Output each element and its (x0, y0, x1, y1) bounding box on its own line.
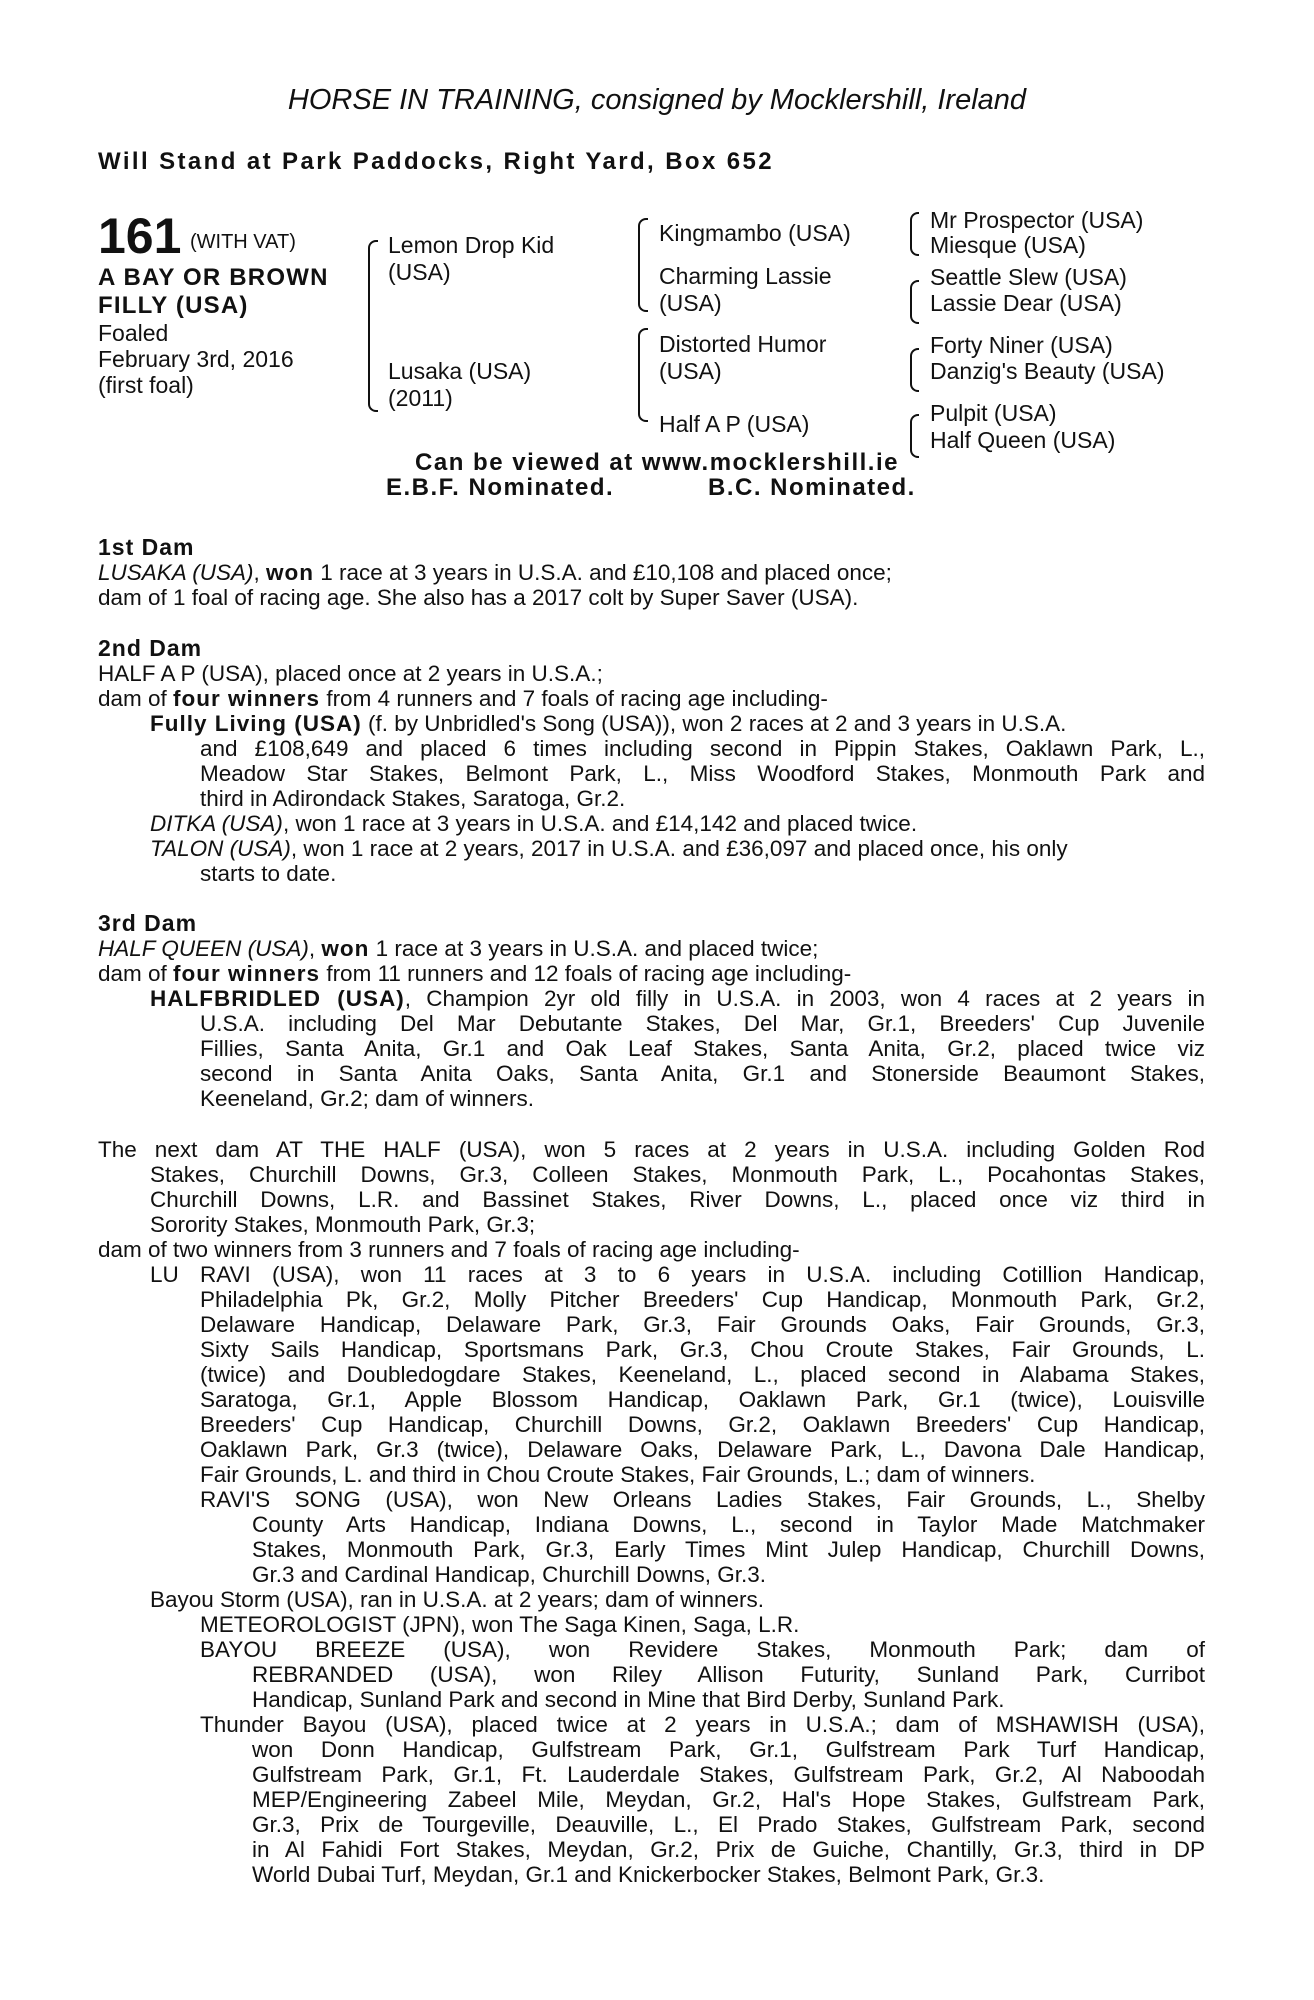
lot-number: 161 (98, 208, 182, 264)
first-dam-name: LUSAKA (USA) (98, 560, 254, 585)
ggsire-3: Forty Niner (USA) (930, 332, 1113, 358)
third-dam-text: 1 race at 3 years in U.S.A. and placed twice; (369, 936, 819, 961)
sire-name: Lemon Drop Kid (388, 232, 555, 258)
second-dam-line2 (98, 686, 828, 712)
halfbridled-line4: second in Santa Anita Oaks, Santa Anita, Gr.1 and Stonerside Beaumont Stakes, (200, 1061, 1205, 1086)
next-dam-line: County Arts Handicap, Indiana Downs, L., second in Taylor Made Matchmaker (252, 1512, 1205, 1537)
ggdam-2: Lassie Dear (USA) (930, 290, 1122, 316)
third-dam-tail: from 11 runners and 12 foals of racing age including- (320, 961, 852, 986)
second-dam-heading: 2nd Dam (98, 635, 203, 661)
grandsire-2-origin: (USA) (659, 358, 722, 384)
first-dam-heading: 1st Dam (98, 534, 195, 560)
fully-living-line1 (150, 711, 1066, 737)
next-dam-line: won Donn Handicap, Gulfstream Park, Gr.1, Gulfstream Park Turf Handicap, (252, 1737, 1205, 1762)
lot-title-line1: A BAY OR BROWN (98, 264, 329, 291)
ggdam-4: Half Queen (USA) (930, 427, 1116, 453)
winners-count: four winners (173, 961, 321, 986)
second-dam-line1: HALF A P (USA), placed once at 2 years in U.S.A.; (98, 661, 603, 686)
first-dam-text: 1 race at 3 years in U.S.A. and £10,108 and placed once; (313, 560, 892, 585)
horse-record: , Champion 2yr old filly in U.S.A. in 2003, won 4 races at 2 years in (404, 986, 1205, 1011)
horse-name: HALFBRIDLED (USA) (150, 986, 405, 1011)
next-dam-line: Bayou Storm (USA), ran in U.S.A. at 2 years; dam of winners. (150, 1587, 764, 1612)
next-dam-line: (twice) and Doubledogdare Stakes, Keeneland, L., placed second in Alabama Stakes, (200, 1362, 1205, 1387)
next-dam-line: The next dam AT THE HALF (USA), won 5 races at 2 years in U.S.A. including Golden Rod (98, 1137, 1205, 1162)
grandsire-1: Kingmambo (USA) (659, 220, 851, 246)
foaled-date: February 3rd, 2016 (98, 346, 294, 372)
first-dam-line2: dam of 1 foal of racing age. She also has a 2017 colt by Super Saver (USA). (98, 585, 859, 610)
next-dam-line: Gr.3, Prix de Tourgeville, Deauville, L., El Prado Stakes, Gulfstream Park, second (252, 1812, 1205, 1837)
foal-note: (first foal) (98, 372, 194, 398)
sire-origin: (USA) (388, 259, 451, 285)
next-dam-line: MEP/Engineering Zabeel Mile, Meydan, Gr.2, Hal's Hope Stakes, Gulfstream Park, (252, 1787, 1205, 1812)
halfbridled-line5: Keeneland, Gr.2; dam of winners. (200, 1086, 534, 1111)
third-dam-name: HALF QUEEN (USA) (98, 936, 309, 961)
next-dam-line: RAVI'S SONG (USA), won New Orleans Ladies Stakes, Fair Grounds, L., Shelby (200, 1487, 1205, 1512)
pedigree-brace (910, 212, 919, 256)
granddam-2: Half A P (USA) (659, 411, 810, 437)
halfbridled-line1 (150, 986, 1205, 1012)
stand-location: Will Stand at Park Paddocks, Right Yard, Box 652 (98, 148, 775, 175)
pedigree-brace (910, 348, 919, 392)
granddam-1-origin: (USA) (659, 290, 722, 316)
foaled-label: Foaled (98, 320, 169, 346)
ggdam-3: Danzig's Beauty (USA) (930, 358, 1165, 384)
next-dam-line: dam of two winners from 3 runners and 7 foals of racing age including- (98, 1237, 800, 1262)
dam-name: Lusaka (USA) (388, 358, 532, 384)
next-dam-line: Saratoga, Gr.1, Apple Blossom Handicap, Oaklawn Park, Gr.1 (twice), Louisville (200, 1387, 1205, 1412)
halfbridled-line3: Fillies, Santa Anita, Gr.1 and Oak Leaf Stakes, Santa Anita, Gr.2, placed twice viz (200, 1036, 1205, 1061)
next-dam-line: Stakes, Churchill Downs, Gr.3, Colleen Stakes, Monmouth Park, L., Pocahontas Stakes, (150, 1162, 1205, 1187)
won-label: won (321, 936, 370, 961)
horse-record: , won 1 race at 3 years in U.S.A. and £14,142 and placed twice. (282, 811, 918, 836)
ggsire-4: Pulpit (USA) (930, 400, 1057, 426)
horse-name: TALON (USA) (150, 836, 291, 861)
horse-record: (f. by Unbridled's Song (USA)), won 2 races at 2 and 3 years in U.S.A. (361, 711, 1067, 736)
next-dam-line: Philadelphia Pk, Gr.2, Molly Pitcher Breeders' Cup Handicap, Monmouth Park, Gr.2, (200, 1287, 1205, 1312)
next-dam-line: Sixty Sails Handicap, Sportsmans Park, Gr.3, Chou Croute Stakes, Fair Grounds, L. (200, 1337, 1205, 1362)
next-dam-line: REBRANDED (USA), won Riley Allison Futurity, Sunland Park, Curribot (252, 1662, 1205, 1687)
pedigree-brace (638, 328, 648, 422)
next-dam-line: Fair Grounds, L. and third in Chou Croute Stakes, Fair Grounds, L.; dam of winners. (200, 1462, 1036, 1487)
next-dam-line: Stakes, Monmouth Park, Gr.3, Early Times Mint Julep Handicap, Churchill Downs, (252, 1537, 1205, 1562)
horse-name: Fully Living (USA) (150, 711, 362, 736)
winners-count: four winners (173, 686, 321, 711)
bc-nomination: B.C. Nominated. (708, 474, 916, 501)
ggsire-2: Seattle Slew (USA) (930, 264, 1127, 290)
next-dam-line: Thunder Bayou (USA), placed twice at 2 years in U.S.A.; dam of MSHAWISH (USA), (200, 1712, 1205, 1737)
pedigree-brace (910, 280, 919, 324)
next-dam-line: Gulfstream Park, Gr.1, Ft. Lauderdale Stakes, Gulfstream Park, Gr.2, Al Naboodah (252, 1762, 1205, 1787)
next-dam-line: LU RAVI (USA), won 11 races at 3 to 6 years in U.S.A. including Cotillion Handicap, (150, 1262, 1205, 1287)
talon-line2: starts to date. (200, 861, 337, 886)
viewing-link: Can be viewed at www.mocklershill.ie (415, 449, 899, 476)
next-dam-line: Sorority Stakes, Monmouth Park, Gr.3; (150, 1212, 536, 1237)
next-dam-line: Handicap, Sunland Park and second in Mine that Bird Derby, Sunland Park. (252, 1687, 1005, 1712)
won-label: won (265, 560, 314, 585)
ditka-line (150, 811, 917, 837)
next-dam-line: World Dubai Turf, Meydan, Gr.1 and Knickerbocker Stakes, Belmont Park, Gr.3. (252, 1862, 1045, 1887)
catalogue-header: HORSE IN TRAINING, consigned by Mocklershill, Ireland (287, 84, 1027, 116)
third-dam-line2 (98, 961, 851, 987)
talon-line1 (150, 836, 1068, 862)
dam-of-label: dam of (98, 961, 174, 986)
dam-year: (2011) (388, 385, 453, 411)
next-dam-line: Churchill Downs, L.R. and Bassinet Stakes, River Downs, L., placed once viz third in (150, 1187, 1205, 1212)
horse-name: DITKA (USA) (150, 811, 283, 836)
next-dam-line: in Al Fahidi Fort Stakes, Meydan, Gr.2, Prix de Guiche, Chantilly, Gr.3, third in DP (252, 1837, 1205, 1862)
ggdam-1: Miesque (USA) (930, 232, 1086, 258)
grandsire-2-name: Distorted Humor (659, 331, 827, 357)
granddam-1-name: Charming Lassie (659, 263, 832, 289)
second-dam-tail: from 4 runners and 7 foals of racing age including- (320, 686, 828, 711)
third-dam-line1: HALF QUEEN (USA), won 1 race at 3 years in U.S.A. and placed twice; (98, 936, 819, 961)
halfbridled-line2: U.S.A. including Del Mar Debutante Stakes, Del Mar, Gr.1, Breeders' Cup Juvenile (200, 1011, 1205, 1036)
pedigree-brace (638, 218, 648, 312)
ggsire-1: Mr Prospector (USA) (930, 207, 1144, 233)
vat-note: (WITH VAT) (190, 231, 296, 253)
fully-living-line2: and £108,649 and placed 6 times including second in Pippin Stakes, Oaklawn Park, L., (200, 736, 1205, 761)
lot-title-line2: FILLY (USA) (98, 292, 249, 319)
fully-living-line4: third in Adirondack Stakes, Saratoga, Gr.2. (200, 786, 626, 811)
dam-of-label: dam of (98, 686, 174, 711)
next-dam-line: Oaklawn Park, Gr.3 (twice), Delaware Oaks, Delaware Park, L., Davona Dale Handicap, (200, 1437, 1205, 1462)
third-dam-heading: 3rd Dam (98, 910, 198, 936)
next-dam-line: METEOROLOGIST (JPN), won The Saga Kinen, Saga, L.R. (200, 1612, 800, 1637)
first-dam-line1: LUSAKA (USA), won 1 race at 3 years in U.S.A. and £10,108 and placed once; (98, 560, 892, 585)
ebf-nomination: E.B.F. Nominated. (386, 474, 615, 501)
fully-living-line3: Meadow Star Stakes, Belmont Park, L., Miss Woodford Stakes, Monmouth Park and (200, 761, 1205, 786)
pedigree-brace (368, 240, 378, 412)
next-dam-line: Gr.3 and Cardinal Handicap, Churchill Downs, Gr.3. (252, 1562, 766, 1587)
next-dam-line: Delaware Handicap, Delaware Park, Gr.3, Fair Grounds Oaks, Fair Grounds, Gr.3, (200, 1312, 1205, 1337)
next-dam-line: Breeders' Cup Handicap, Churchill Downs, Gr.2, Oaklawn Breeders' Cup Handicap, (200, 1412, 1205, 1437)
horse-record: , won 1 race at 2 years, 2017 in U.S.A. and £36,097 and placed once, his only (290, 836, 1068, 861)
next-dam-line: BAYOU BREEZE (USA), won Revidere Stakes, Monmouth Park; dam of (200, 1637, 1205, 1662)
